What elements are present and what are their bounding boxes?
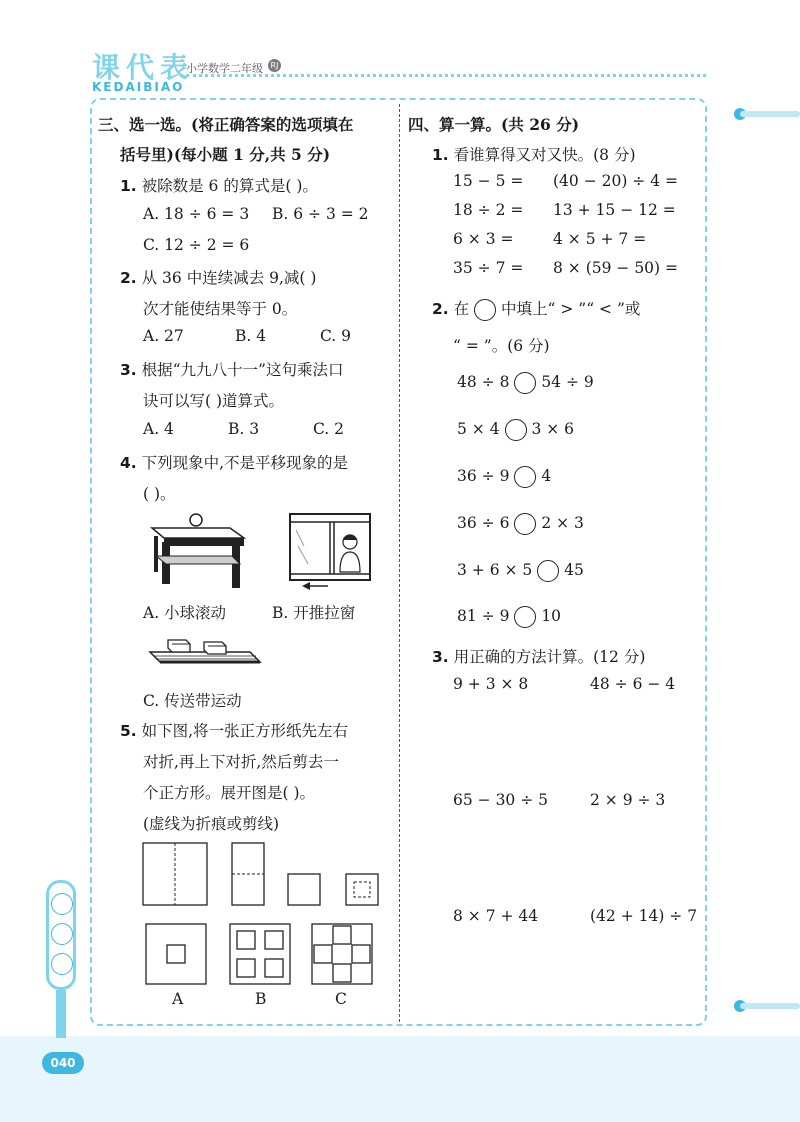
compare-blank-circle[interactable] [514,513,536,535]
edge-tab-bottom [740,1003,800,1009]
p3 [432,645,645,667]
q3-option-a: A. 4 [143,420,174,438]
brand-title: 课代表 [92,51,195,84]
p2-pre: 在 [453,300,470,318]
q5-label-c: C [335,990,347,1008]
compare-blank-circle[interactable] [514,372,536,394]
side-circle-3 [51,953,73,975]
p1-left-3: 6 × 3 = [453,230,514,248]
compare-right: 45 [564,561,584,579]
q3-text-1: 根据“九九八十一”这句乘法口 [141,361,344,379]
q2 [120,266,316,288]
compare-left: 48 ÷ 8 [457,373,510,391]
q5-text-4: (虚线为折痕或剪线) [143,815,280,833]
conveyor-belt-illustration [146,634,262,674]
p3-text: 用正确的方法计算。(12 分) [453,648,646,666]
p1-text: 看谁算得又对又快。(8 分) [453,146,636,164]
q4-number: 4. [120,454,137,472]
edition-badge: RJ [268,59,281,72]
q3-option-c: C. 2 [313,420,345,438]
p1-left-1: 15 − 5 = [453,172,524,190]
compare-left: 36 ÷ 6 [457,514,510,532]
compare-left: 81 ÷ 9 [457,607,510,625]
compare-item-2 [457,419,574,441]
q2-option-c: C. 9 [320,327,352,345]
calc-item-5: 8 × 7 + 44 [453,907,539,925]
edge-tab-top [740,111,800,117]
q3-number: 3. [120,361,137,379]
compare-left: 36 ÷ 9 [457,467,510,485]
q4-option-a: A. 小球滚动 [143,604,227,622]
q5-label-a: A [172,990,184,1008]
p1-left-2: 18 ÷ 2 = [453,201,524,219]
q3-text-2: 诀可以写( )道算式。 [143,392,285,410]
compare-right: 4 [541,467,552,485]
q1-text: 被除数是 6 的算式是( )。 [141,177,318,195]
p1-left-4: 35 ÷ 7 = [453,259,524,277]
q2-option-a: A. 27 [143,327,184,345]
section4-title: 四、算一算。(共 26 分) [408,115,580,134]
header-dotted-line [186,74,706,77]
q1-option-a: A. 18 ÷ 6 = 3 [143,205,250,223]
q1-option-b: B. 6 ÷ 3 = 2 [272,205,369,223]
compare-item-5 [457,560,584,582]
q5-text-3: 个正方形。展开图是( )。 [143,784,316,802]
brand-subtitle: KEDAIBIAO [92,80,185,94]
q5-text-1: 如下图,将一张正方形纸先左右 [141,722,349,740]
side-circle-1 [51,893,73,915]
section3-title-2: 括号里)(每小题 1 分,共 5 分) [120,145,331,164]
sliding-window-illustration [288,512,372,592]
side-circle-2 [51,923,73,945]
compare-right: 2 × 3 [541,514,584,532]
q1 [120,174,318,196]
p2-number: 2. [432,300,449,318]
p1-right-3: 4 × 5 + 7 = [553,230,647,248]
p1-right-2: 13 + 15 − 12 = [553,201,676,219]
column-divider [399,104,400,1022]
compare-item-6 [457,606,561,628]
q4-option-b: B. 开推拉窗 [272,604,356,622]
calc-item-1: 9 + 3 × 8 [453,675,529,693]
p1-right-4: 8 × (59 − 50) = [553,259,678,277]
q5-text-2: 对折,再上下对折,然后剪去一 [143,753,339,771]
compare-item-4 [457,513,584,535]
paper-folding-diagram [140,840,390,990]
q2-text-2: 次才能使结果等于 0。 [143,300,298,318]
calc-item-4: 2 × 9 ÷ 3 [590,791,666,809]
p1-number: 1. [432,146,449,164]
compare-circle-icon [474,299,496,321]
compare-item-3 [457,466,551,488]
compare-right: 10 [541,607,562,625]
compare-blank-circle[interactable] [514,466,536,488]
footer-band [0,1036,800,1122]
p1 [432,143,636,165]
q1-number: 1. [120,177,137,195]
compare-right: 3 × 6 [531,420,575,438]
p3-number: 3. [432,648,449,666]
q4-text-1: 下列现象中,不是平移现象的是 [141,454,349,472]
calc-item-3: 65 − 30 ÷ 5 [453,791,548,809]
p2 [432,297,640,321]
q2-number: 2. [120,269,137,287]
q2-option-b: B. 4 [235,327,267,345]
calc-item-2: 48 ÷ 6 − 4 [590,675,676,693]
compare-left: 3 + 6 × 5 [457,561,533,579]
q3-option-b: B. 3 [228,420,260,438]
q1-option-c: C. 12 ÷ 2 = 6 [143,236,250,254]
side-stem [56,990,66,1038]
compare-right: 54 ÷ 9 [541,373,594,391]
compare-blank-circle[interactable] [514,606,536,628]
p2-post: 中填上“ > ”“ < ”或 [501,300,641,318]
p1-right-1: (40 − 20) ÷ 4 = [553,172,678,190]
q5 [120,719,348,741]
side-decoration [46,880,76,990]
table-ball-illustration [148,512,248,590]
page-number: 040 [42,1052,84,1074]
compare-item-1 [457,372,594,394]
q4-option-c: C. 传送带运动 [143,692,242,710]
q2-text-1: 从 36 中连续减去 9,减( ) [141,269,317,287]
q5-number: 5. [120,722,137,740]
q5-label-b: B [255,990,267,1008]
p2-text-2: “ = ”。(6 分) [453,337,550,355]
compare-blank-circle[interactable] [537,560,559,582]
section3-title-1: 三、选一选。(将正确答案的选项填在 [98,115,354,134]
q4-text-2: ( )。 [143,485,176,503]
compare-left: 5 × 4 [457,420,500,438]
compare-blank-circle[interactable] [505,419,527,441]
q4 [120,451,348,473]
calc-item-6: (42 + 14) ÷ 7 [590,907,698,925]
grade-label: 小学数学二年级 [186,62,263,75]
q3 [120,358,343,380]
